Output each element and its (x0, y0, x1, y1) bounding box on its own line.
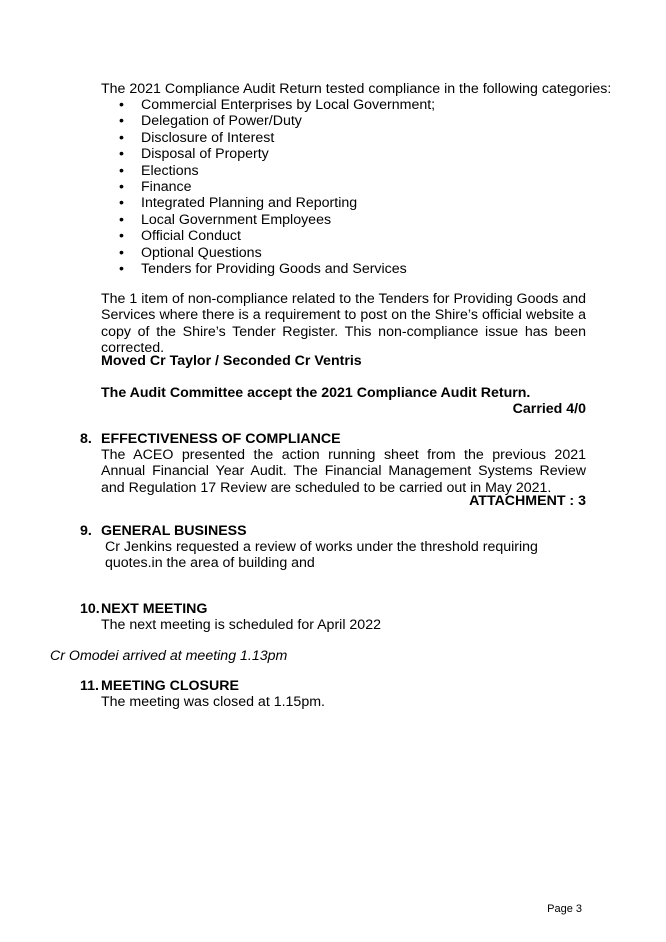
list-item: • Disclosure of Interest (141, 130, 581, 146)
section-8-title: EFFECTIVENESS OF COMPLIANCE (101, 431, 341, 447)
list-item: • Delegation of Power/Duty (141, 113, 581, 129)
list-item: • Official Conduct (141, 228, 581, 244)
list-item: • Disposal of Property (141, 146, 581, 162)
list-item: • Integrated Planning and Reporting (141, 195, 581, 211)
section-10-number: 10. (80, 601, 100, 617)
moved-seconded: Moved Cr Taylor / Seconded Cr Ventris (101, 353, 362, 369)
page-number: Page 3 (547, 903, 582, 915)
carried-label: Carried 4/0 (512, 401, 586, 417)
section-8-number: 8. (80, 431, 92, 447)
list-item: • Optional Questions (141, 245, 581, 261)
audit-intro: The 2021 Compliance Audit Return tested compliance in the following categories: (101, 81, 612, 97)
list-item: • Elections (141, 163, 581, 179)
section-9-body: Cr Jenkins requested a review of works under the threshold requiring quotes.in the area of building and (105, 539, 538, 572)
section-8-body: The ACEO presented the action running sheet from the previous 2021 Annual Financial Year Audit. The Financial Management Systems Review and Regulation 17 Review are scheduled to be carried out in May 2021. (101, 447, 586, 496)
section-11-body: The meeting was closed at 1.15pm. (101, 694, 325, 710)
section-9-title: GENERAL BUSINESS (101, 523, 247, 539)
list-item: • Finance (141, 179, 581, 195)
arrival-note: Cr Omodei arrived at meeting 1.13pm (50, 648, 288, 664)
section-11-number: 11. (80, 678, 99, 694)
resolution-text: The Audit Committee accept the 2021 Compliance Audit Return. (101, 385, 531, 401)
section-10-body: The next meeting is scheduled for April 2022 (101, 617, 381, 633)
section-9-number: 9. (80, 523, 92, 539)
attachment-label: ATTACHMENT : 3 (469, 493, 586, 509)
list-item: • Commercial Enterprises by Local Government; (141, 97, 581, 113)
noncompliance-paragraph: The 1 item of non-compliance related to the Tenders for Providing Goods and Services where there is a requirement to post on the Shire’s official website a copy of the Shire’s Tender Register. This non-compliance issue has been corrected. (101, 291, 586, 357)
section-11-title: MEETING CLOSURE (101, 678, 239, 694)
category-list (141, 97, 581, 277)
list-item: • Tenders for Providing Goods and Services (141, 261, 581, 277)
list-item: • Local Government Employees (141, 212, 581, 228)
section-10-title: NEXT MEETING (101, 601, 208, 617)
